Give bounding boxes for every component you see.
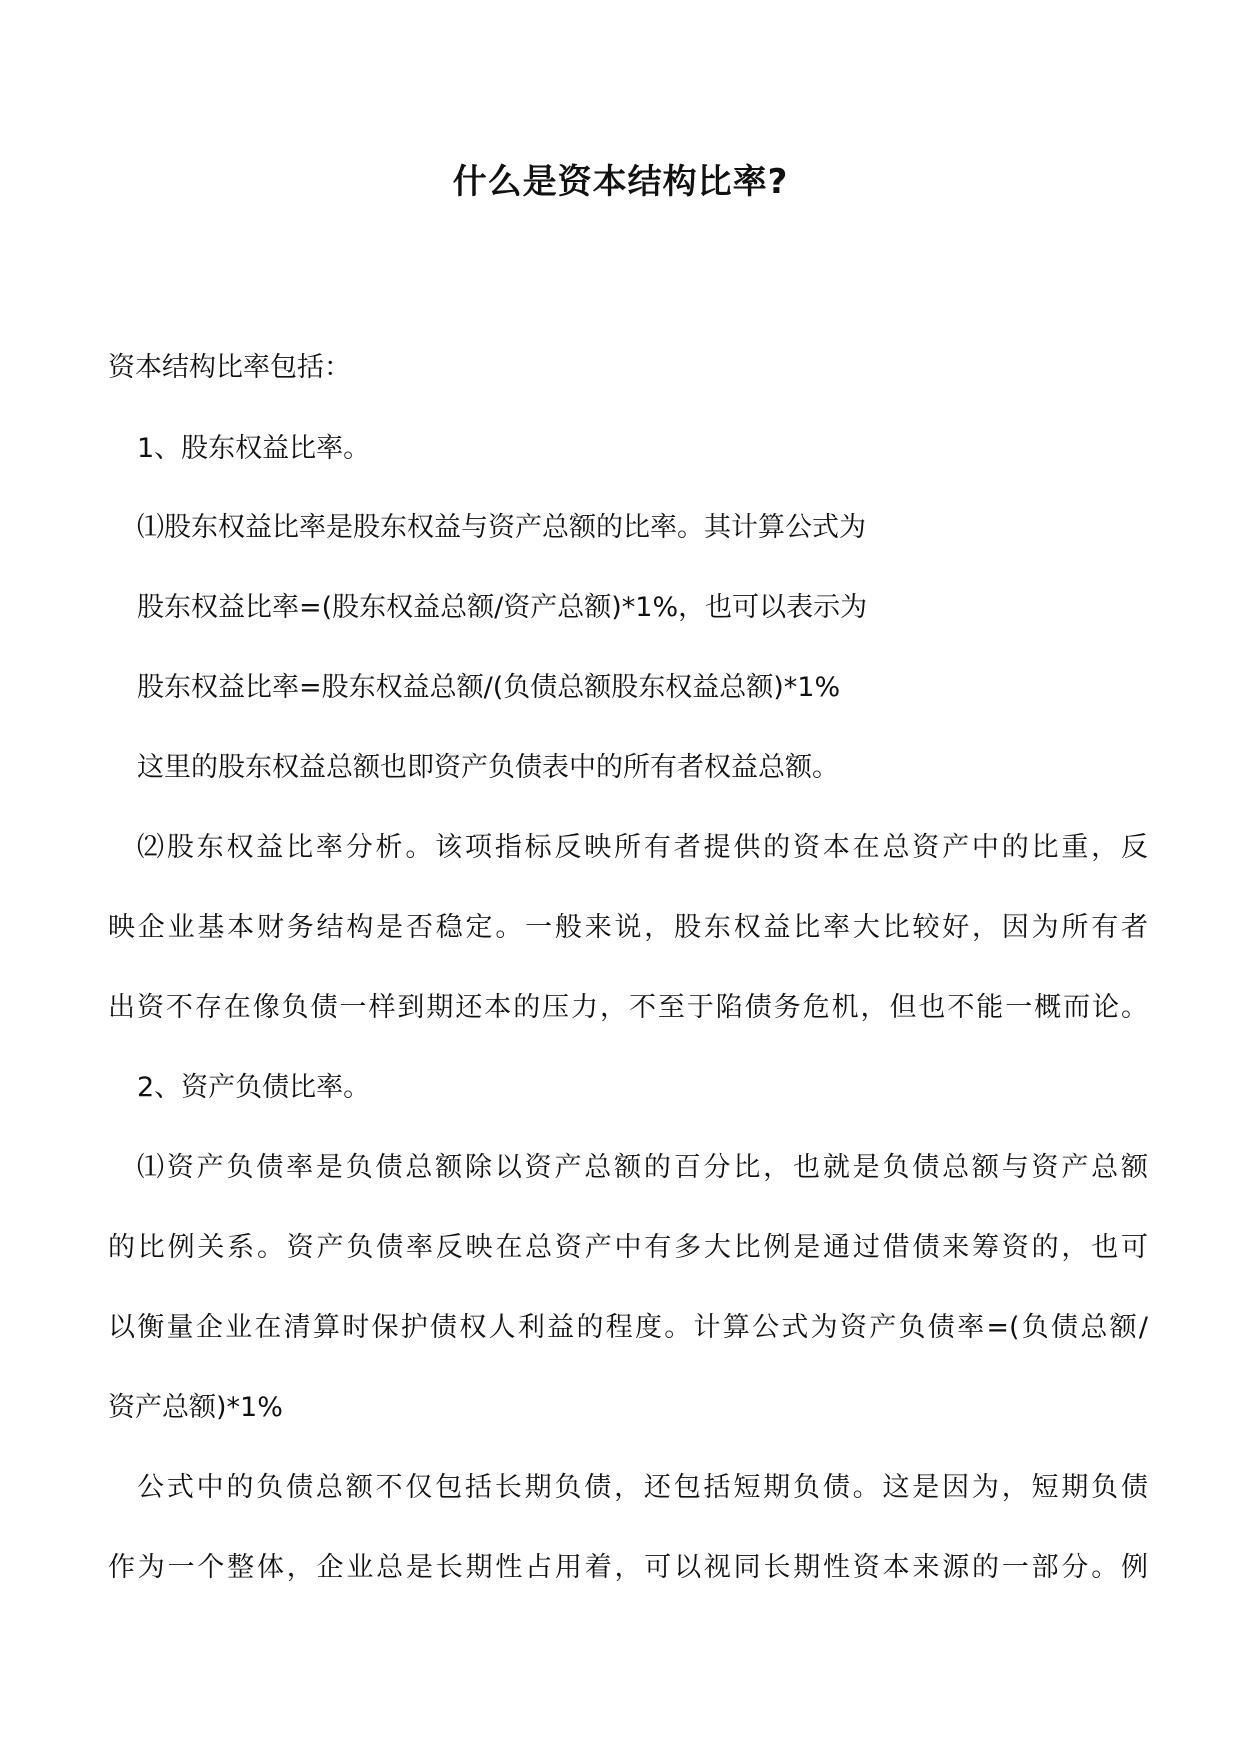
- document-title: 什么是资本结构比率?: [452, 162, 789, 202]
- paragraph-line: 的比例关系。资产负债率反映在总资产中有多大比例是通过借债来筹资的，也可: [108, 1232, 1148, 1263]
- paragraph-line: 资产总额)*1%: [108, 1392, 283, 1423]
- paragraph-line: 股东权益比率=股东权益总额/(负债总额股东权益总额)*1%: [137, 672, 841, 703]
- paragraph-line: 以衡量企业在清算时保护债权人利益的程度。计算公式为资产负债率=(负债总额/: [108, 1312, 1148, 1343]
- paragraph-line: ⑴股东权益比率是股东权益与资产总额的比率。其计算公式为: [137, 512, 866, 543]
- paragraph-line: 作为一个整体，企业总是长期性占用着，可以视同长期性资本来源的一部分。例: [108, 1552, 1148, 1583]
- paragraph-line: 资本结构比率包括：: [108, 352, 351, 383]
- paragraph-line: 这里的股东权益总额也即资产负债表中的所有者权益总额。: [137, 752, 839, 783]
- paragraph-line: ⑵股东权益比率分析。该项指标反映所有者提供的资本在总资产中的比重，反: [137, 832, 1148, 863]
- paragraph-line: 公式中的负债总额不仅包括长期负债，还包括短期负债。这是因为，短期负债: [137, 1472, 1148, 1503]
- paragraph-line: 出资不存在像负债一样到期还本的压力，不至于陷债务危机，但也不能一概而论。: [108, 992, 1148, 1023]
- paragraph-line: 1、股东权益比率。: [137, 433, 371, 464]
- paragraph-line: 2、资产负债比率。: [137, 1072, 371, 1103]
- paragraph-line: ⑴资产负债率是负债总额除以资产总额的百分比，也就是负债总额与资产总额: [137, 1152, 1148, 1183]
- paragraph-line: 映企业基本财务结构是否稳定。一般来说，股东权益比率大比较好，因为所有者: [108, 912, 1148, 943]
- paragraph-line: 股东权益比率=(股东权益总额/资产总额)*1%，也可以表示为: [137, 592, 868, 623]
